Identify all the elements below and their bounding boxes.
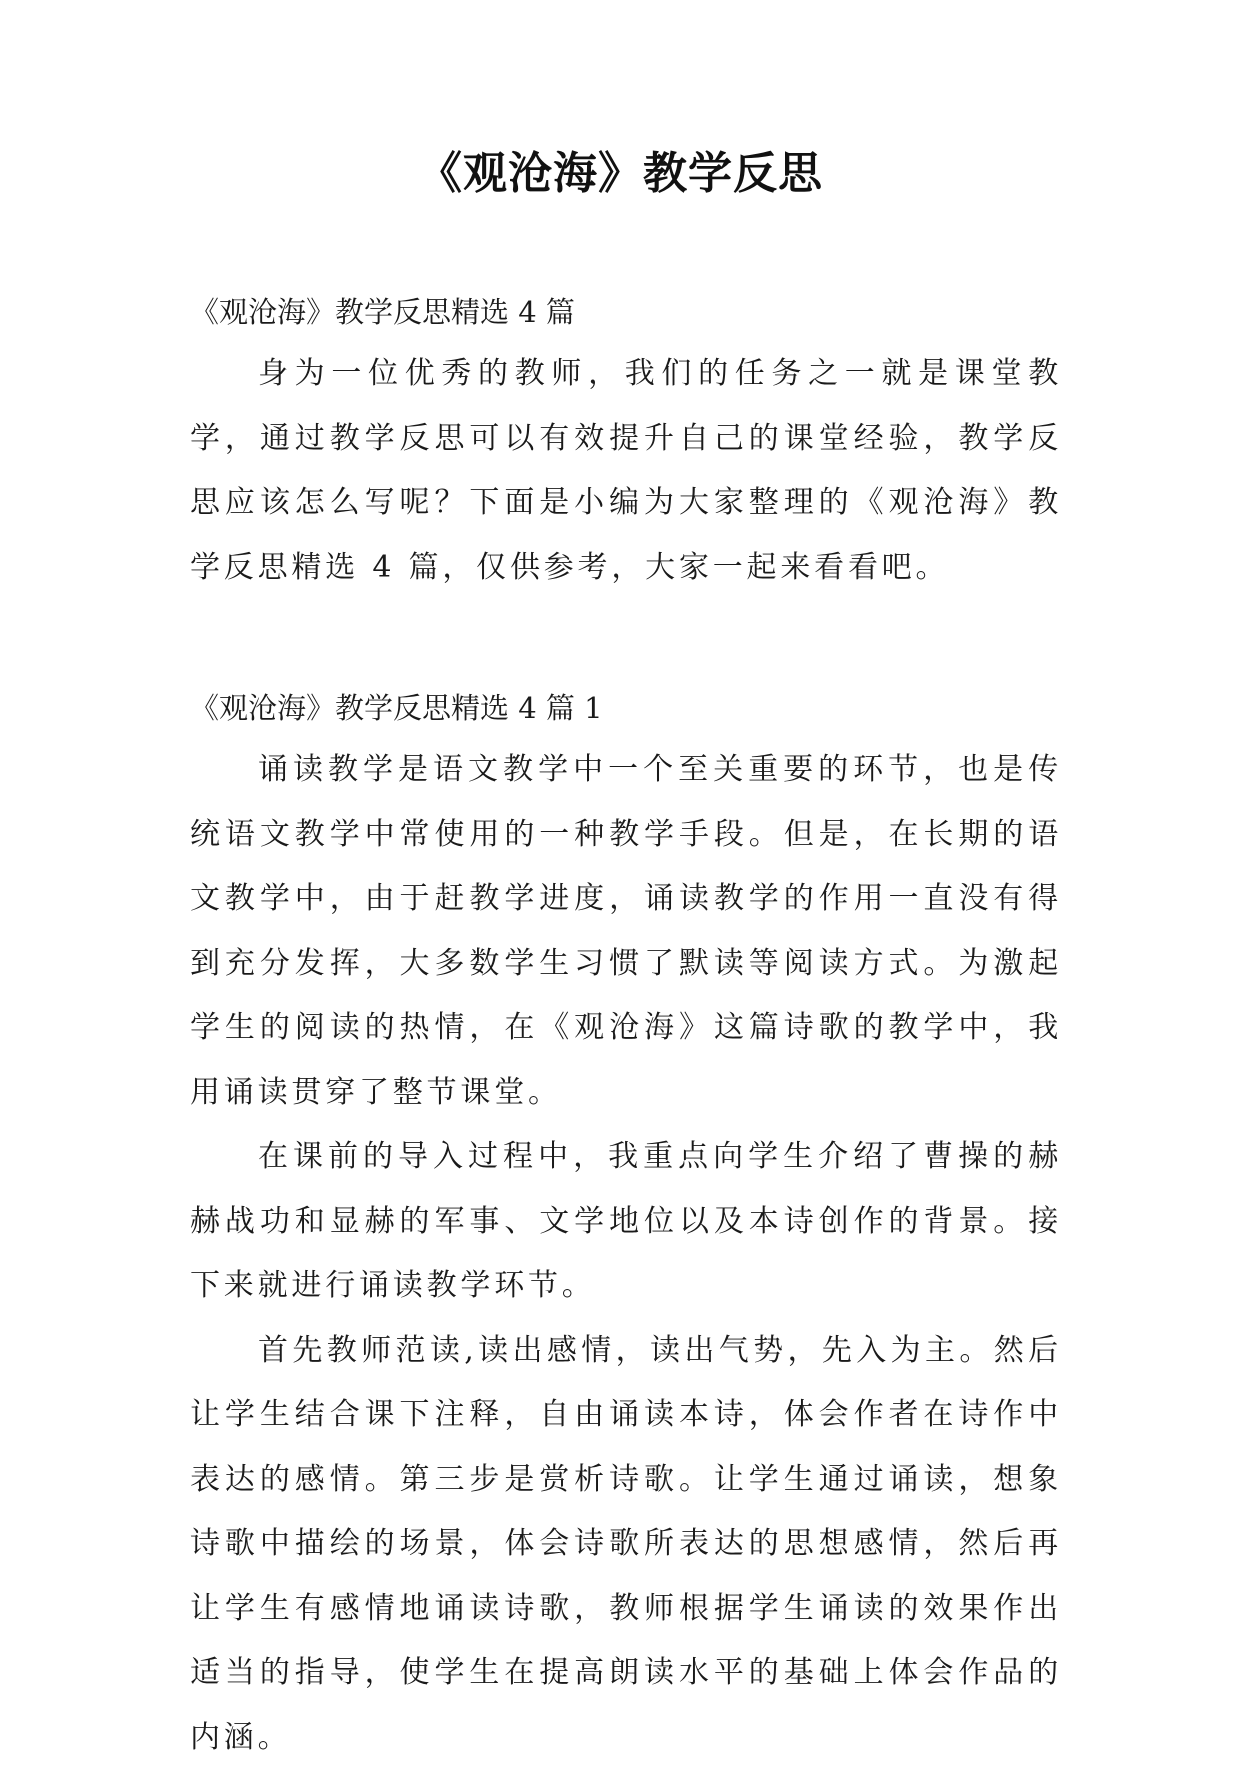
section-1-paragraph-1: 诵读教学是语文教学中一个至关重要的环节，也是传统语文教学中常使用的一种教学手段。但是，在长期的语文教学中，由于赶教学进度，诵读教学的作用一直没有得到充分发挥，大多数学生习惯了默读等阅读方式。为激起学生的阅读的热情，在《观沧海》这篇诗歌的教学中，我用诵读贯穿了整节课堂。	[190, 738, 1062, 1125]
intro-paragraph: 身为一位优秀的教师，我们的任务之一就是课堂教学，通过教学反思可以有效提升自己的课堂经验，教学反思应该怎么写呢？下面是小编为大家整理的《观沧海》教学反思精选 4 篇，仅供参考，大家一起来看看吧。	[190, 342, 1062, 600]
section-1-heading: 《观沧海》教学反思精选 4 篇 1	[190, 688, 1062, 728]
document-title: 《观沧海》教学反思	[0, 148, 1241, 201]
intro-heading: 《观沧海》教学反思精选 4 篇	[190, 292, 1062, 332]
section-1-paragraph-2: 在课前的导入过程中，我重点向学生介绍了曹操的赫赫战功和显赫的军事、文学地位以及本诗创作的背景。接下来就进行诵读教学环节。	[190, 1125, 1062, 1319]
section-spacer	[190, 600, 1062, 688]
document-body	[190, 292, 1062, 1770]
section-1-paragraph-3: 首先教师范读,读出感情，读出气势，先入为主。然后让学生结合课下注释，自由诵读本诗，体会作者在诗作中表达的感情。第三步是赏析诗歌。让学生通过诵读，想象诗歌中描绘的场景，体会诗歌所表达的思想感情，然后再让学生有感情地诵读诗歌，教师根据学生诵读的效果作出适当的指导，使学生在提高朗读水平的基础上体会作品的内涵。	[190, 1319, 1062, 1770]
